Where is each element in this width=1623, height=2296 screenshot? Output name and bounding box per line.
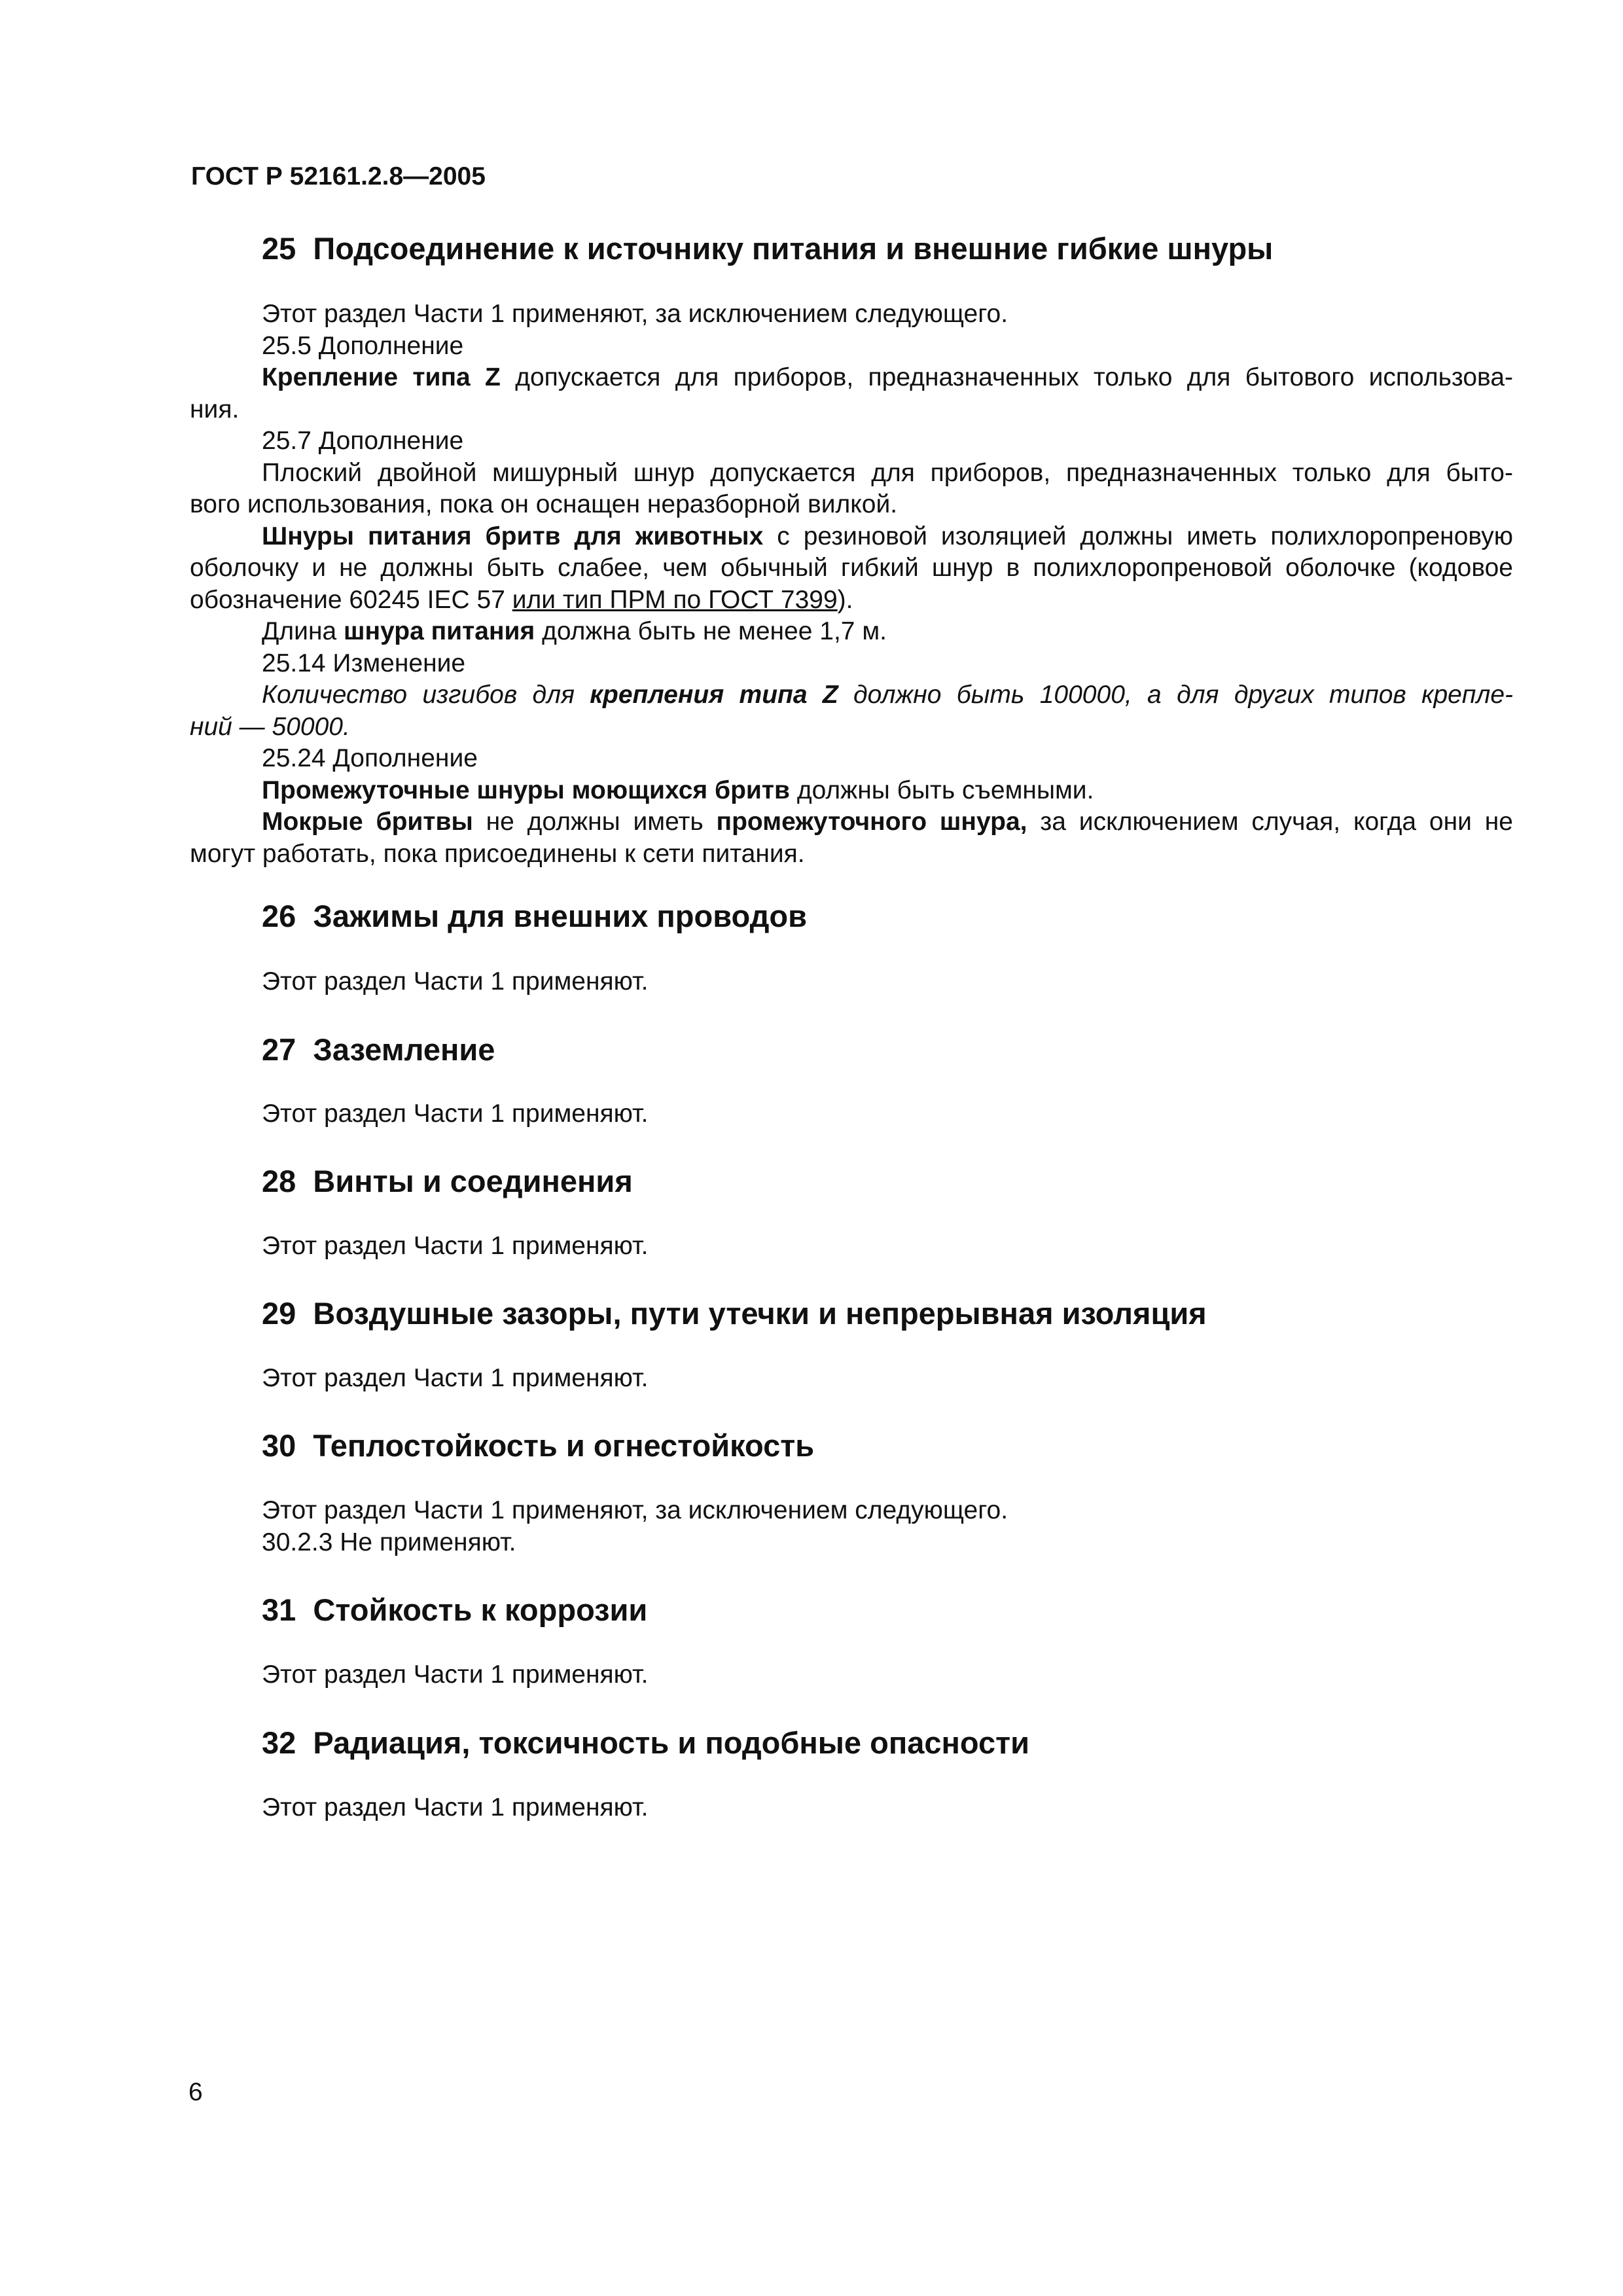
- section-title: Теплостойкость и огнестойкость: [313, 1428, 815, 1463]
- section-number: 32: [262, 1725, 296, 1760]
- clause-25-7-p2-line1: [190, 521, 1513, 553]
- section-number: 28: [262, 1164, 296, 1198]
- section-31-heading: [262, 1592, 647, 1628]
- term-bold: Мокрые бритвы: [262, 808, 473, 836]
- section-28-text: Этот раздел Части 1 применяют.: [262, 1232, 649, 1260]
- section-26-body: [190, 966, 1513, 998]
- page-number: 6: [188, 2078, 203, 2106]
- clause-25-7-label: 25.7 Дополнение: [262, 427, 464, 455]
- clause-25-7-p2-line2: оболочку и не должны быть слабее, чем обычный гибкий шнур в полихлоропреновой оболочке (кодовое: [190, 554, 1513, 582]
- section-30-body: [190, 1495, 1513, 1558]
- clause-25-14-label: 25.14 Изменение: [262, 649, 466, 677]
- text-run: Количество изгибов для: [262, 681, 590, 709]
- section-31-body: [190, 1659, 1513, 1691]
- section-title: Стойкость к коррозии: [313, 1592, 648, 1627]
- text-run: не должны иметь: [473, 808, 717, 836]
- term-bold: промежуточного шнура,: [716, 808, 1027, 836]
- section-29-heading: [262, 1295, 1207, 1331]
- section-29-body: [190, 1363, 1513, 1395]
- section-title: Радиация, токсичность и подобные опасности: [313, 1725, 1030, 1760]
- section-29-text: Этот раздел Части 1 применяют.: [262, 1364, 649, 1392]
- section-31-text: Этот раздел Части 1 применяют.: [262, 1660, 649, 1689]
- section-number: 26: [262, 899, 296, 933]
- text-run: должны быть съемными.: [789, 776, 1094, 804]
- clause-25-5-label: 25.5 Дополнение: [262, 331, 464, 360]
- section-25-heading: [262, 230, 1273, 266]
- section-title: Винты и соединения: [313, 1164, 633, 1198]
- section-number: 25: [262, 231, 296, 266]
- text-run: Длина: [262, 617, 344, 645]
- section-30-text: Этот раздел Части 1 применяют, за исключением следующего.: [262, 1496, 1008, 1524]
- text-run: должна быть не менее 1,7 м.: [535, 617, 887, 645]
- section-32-heading: [262, 1725, 1029, 1761]
- term-bold: Шнуры питания бритв для животных: [262, 522, 764, 550]
- clause-25-24-p2-end: могут работать, пока присоединены к сети питания.: [190, 839, 805, 868]
- text-run: должно быть 100000, а для других типов крепле-: [838, 681, 1514, 709]
- section-number: 27: [262, 1032, 296, 1067]
- section-26-text: Этот раздел Части 1 применяют.: [262, 967, 649, 996]
- clause-25-7-p1-line2: вого использования, пока он оснащен неразборной вилкой.: [190, 490, 898, 518]
- term-bold: Крепление типа Z: [262, 363, 501, 391]
- text-run: обозначение 60245 IEC 57: [190, 585, 512, 614]
- section-title: Зажимы для внешних проводов: [313, 899, 808, 933]
- section-25-intro: Этот раздел Части 1 применяют, за исключением следующего.: [262, 300, 1008, 328]
- section-26-heading: [262, 898, 807, 934]
- clause-25-14-text-end: ний — 50000.: [190, 712, 350, 741]
- text-run: с резиновой изоляцией должны иметь полихлоропреновую: [763, 522, 1513, 550]
- section-32-text: Этот раздел Части 1 применяют.: [262, 1793, 649, 1821]
- term-bold: шнура питания: [344, 617, 535, 645]
- text-run: ).: [837, 585, 853, 614]
- clause-25-7-p3: [190, 616, 1513, 648]
- section-title: Подсоединение к источнику питания и внешние гибкие шнуры: [313, 231, 1274, 266]
- clause-25-7-p2-line3: [190, 584, 1513, 617]
- section-28-body: [190, 1230, 1513, 1263]
- clause-25-7-p1-line1: Плоский двойной мишурный шнур допускается для приборов, предназначенных только для быто-: [262, 458, 1513, 487]
- clause-25-5-text-end: ния.: [190, 395, 240, 423]
- term-bold: Промежуточные шнуры моющихся бритв: [262, 776, 790, 804]
- section-28-heading: [262, 1163, 633, 1199]
- section-number: 29: [262, 1296, 296, 1331]
- section-number: 31: [262, 1592, 296, 1627]
- clause-25-24-p1: [190, 775, 1513, 807]
- clause-25-24-p2: [190, 806, 1513, 838]
- section-number: 30: [262, 1428, 296, 1463]
- clause-30-2-3: 30.2.3 Не применяют.: [262, 1528, 516, 1556]
- section-title: Заземление: [313, 1032, 495, 1067]
- underlined-reference: или тип ПРМ по ГОСТ 7399: [512, 585, 838, 614]
- clause-25-14-text: [190, 679, 1513, 711]
- section-32-body: [190, 1792, 1513, 1824]
- section-title: Воздушные зазоры, пути утечки и непрерывная изоляция: [313, 1296, 1207, 1331]
- document-id: ГОСТ Р 52161.2.8—2005: [191, 162, 486, 190]
- term-bold: крепления типа Z: [590, 681, 838, 709]
- section-25-body: [190, 298, 1513, 870]
- section-27-body: [190, 1098, 1513, 1130]
- text-run: за исключением случая, когда они не: [1027, 808, 1513, 836]
- clause-25-24-label: 25.24 Дополнение: [262, 744, 478, 772]
- section-27-text: Этот раздел Части 1 применяют.: [262, 1100, 649, 1128]
- section-27-heading: [262, 1031, 495, 1067]
- text-run: допускается для приборов, предназначенных только для бытового использова-: [500, 363, 1514, 391]
- section-30-heading: [262, 1427, 814, 1463]
- clause-25-5-text: [190, 362, 1513, 394]
